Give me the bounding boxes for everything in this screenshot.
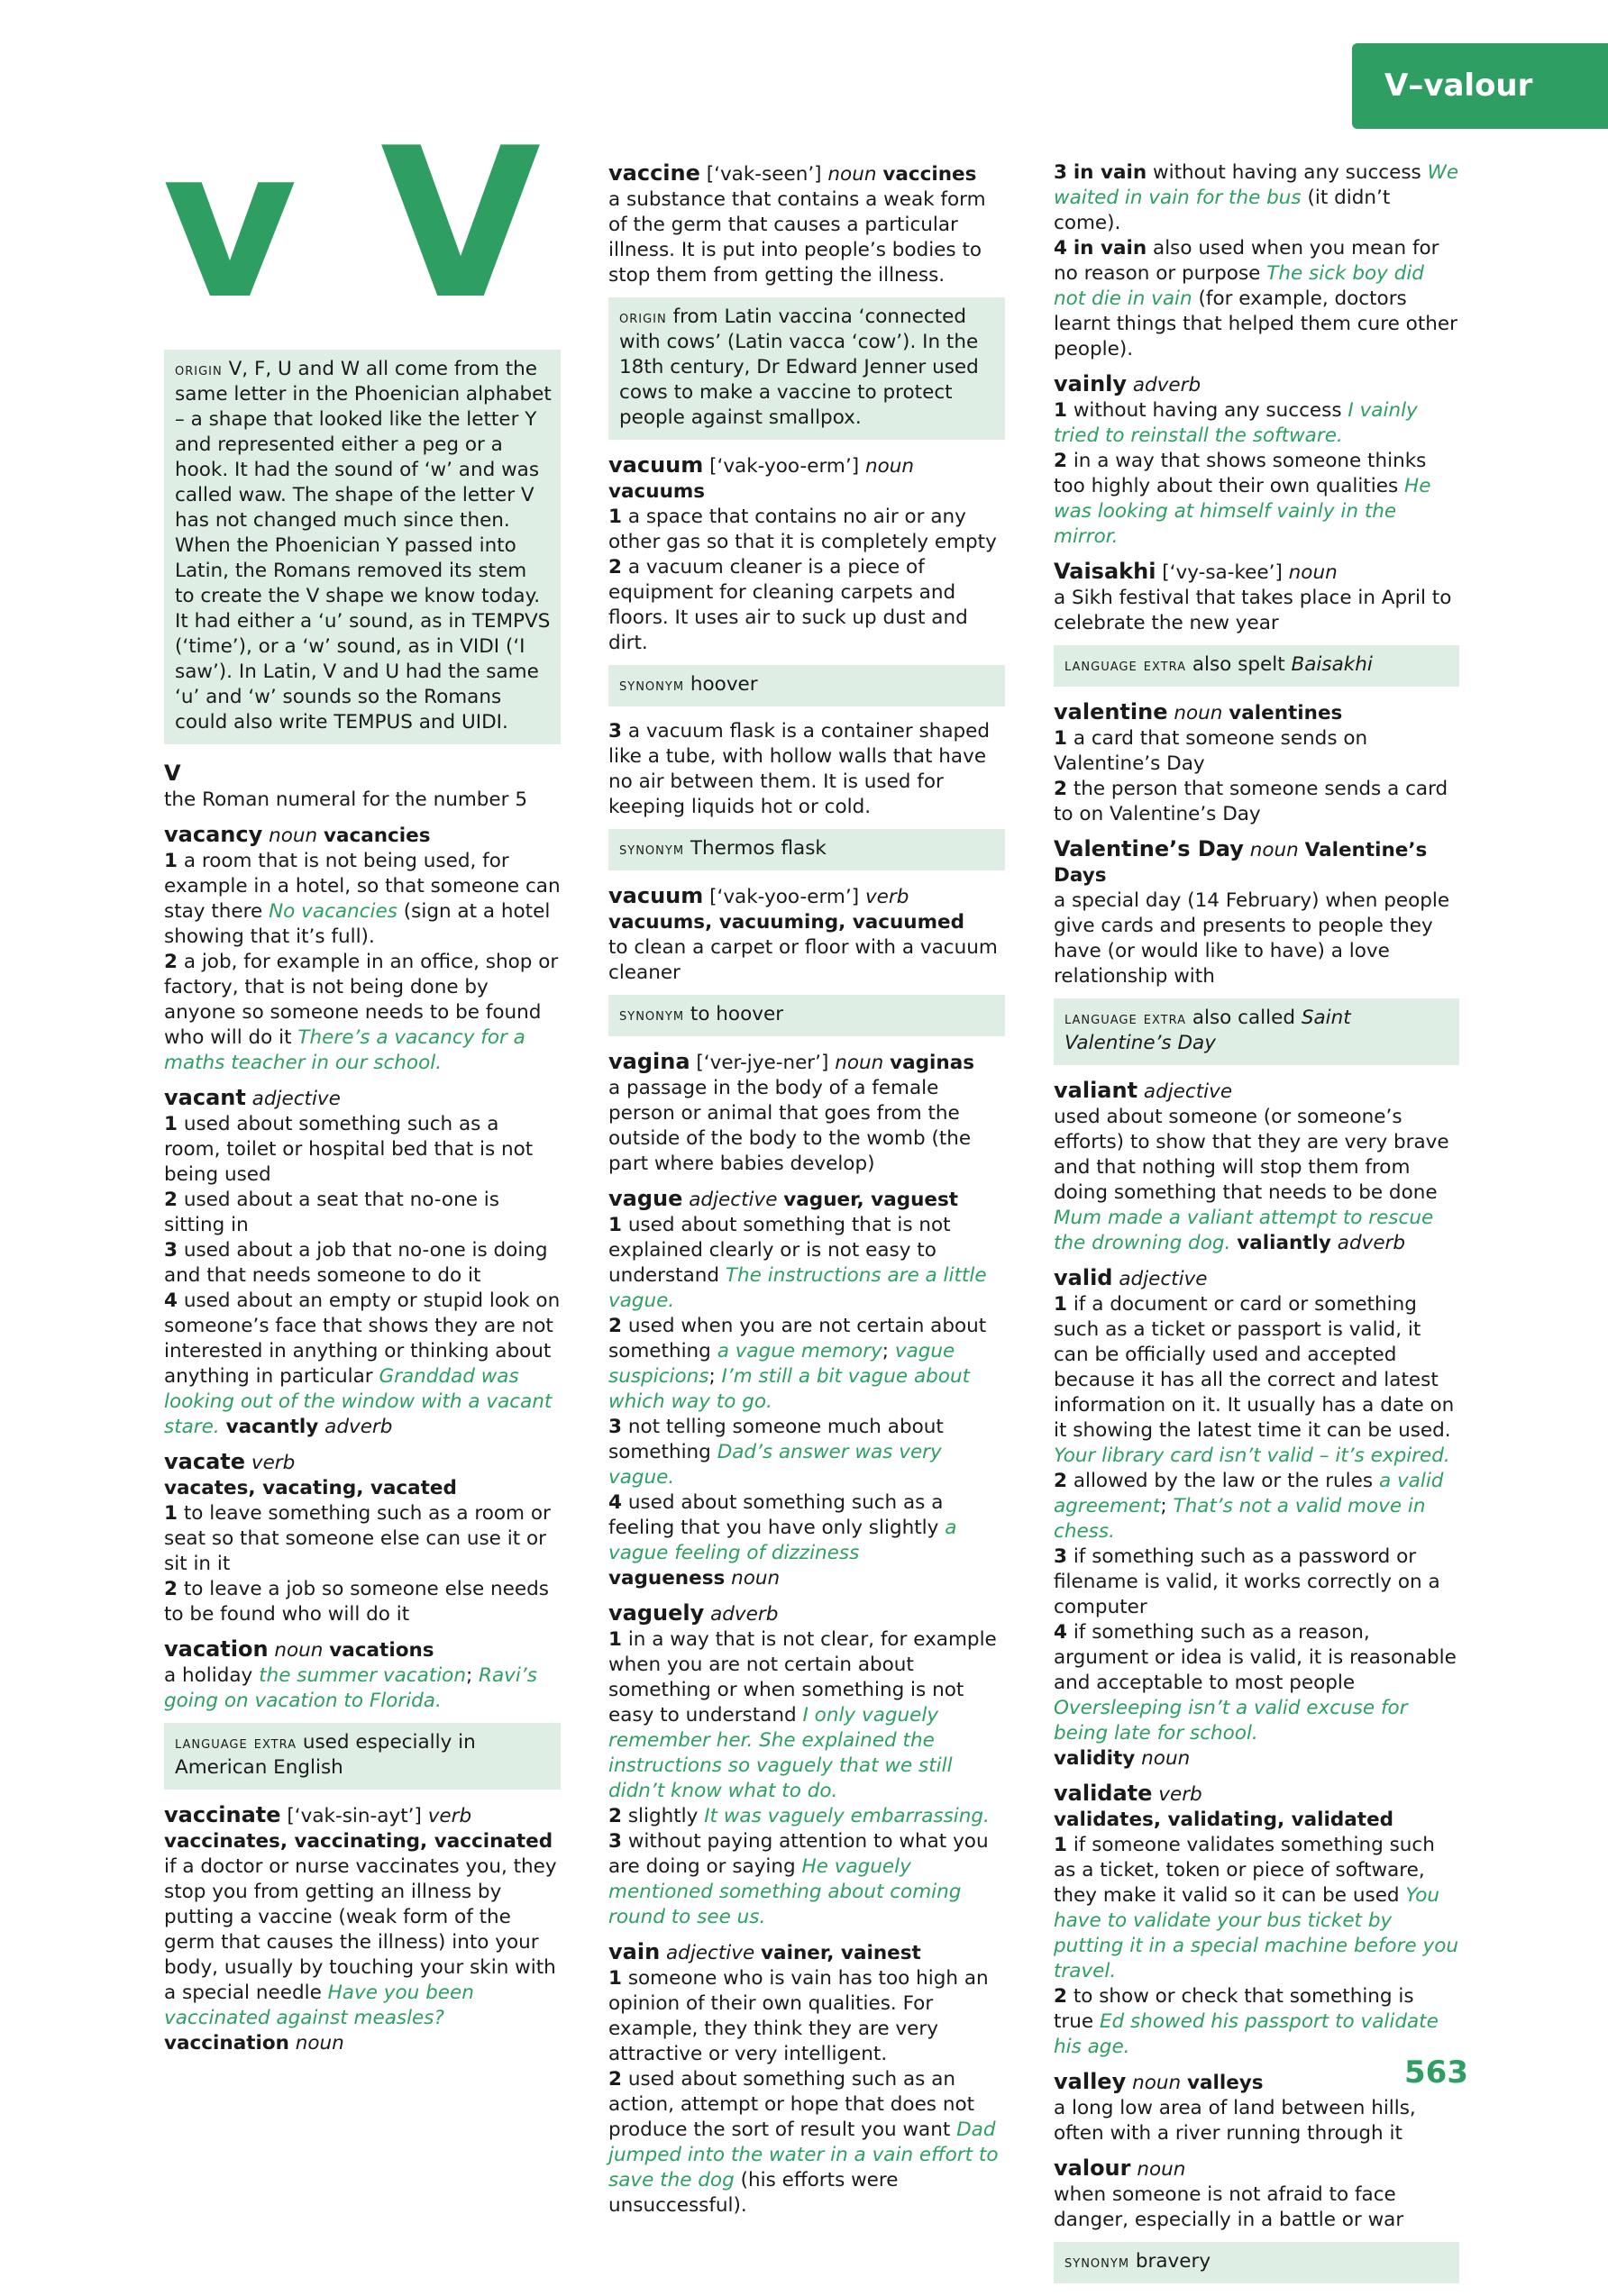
headword: vacant [164,1085,246,1110]
example: He vaguely mentioned something about coming round to see us. [608,1855,962,1928]
inflection: vacations [329,1639,434,1662]
part-of-speech: noun [1288,561,1338,584]
example: a vague memory [717,1340,882,1362]
synonym-box [608,829,1005,870]
part-of-speech: noun [1174,702,1223,724]
entry-vainly: vainly adverb 1 without having any success I vainly tried to reinstall the software. 2 in a way that shows someone thinks too highly about their own qualities He was looking at himself vainly in the mirror. [1054,371,1431,548]
entry-vacate: vacate verb vacates, vacating, vacated 1 to leave something such as a room or seat so that someone else can use it or sit in it 2 to leave a job so someone else needs to be found who will do it [164,1449,561,1627]
definition: used about someone (or someone’s efforts) to show that they are very brave and that nothing will stop them from doing something that needs to be done [1054,1106,1449,1204]
sense-tail: (sign at a hotel showing that it’s full). [164,900,551,948]
definition: a long low area of land between hills, often with a river running through it [1054,2097,1416,2145]
headword: vague [608,1186,683,1211]
entry-vacancy: vacancy noun vacancies 1 a room that is not being used, for example in a hotel, so that someone can stay there No vacancies (sign at a hotel showing that it’s full). 2 a job, for example in an office, shop or factory, that is not being done by anyone so someone needs to be found who will do it There’s a vacancy for a maths teacher in our school. [164,822,561,1074]
part-of-speech: noun [274,1639,324,1662]
inflection: vacuums, vacuuming, vacuumed [608,911,964,934]
part-of-speech: adverb [710,1603,779,1626]
entry-vacuum-noun: vacuum [‘vak-yoo-erm’] noun vacuums 1 a space that contains no air or any other gas so that it is completely empty 2 a vacuum cleaner is a piece of equipment for cleaning carpets and floors. It uses air to suck up dust and dirt. [608,452,997,654]
example: Ravi’s going on vacation to Florida. [164,1664,537,1712]
entry-vacation: vacation noun vacations a holiday the summer vacation; Ravi’s going on vacation to Florida. [164,1636,537,1712]
page-number: 563 [1404,2055,1468,2091]
pronunciation: [‘vy-sa-kee’] [1162,561,1283,584]
synonym-label: synonym [1064,2252,1130,2272]
derived-word: validity [1054,1747,1136,1770]
headword: vainly [1054,371,1128,396]
inflection: vaccines [882,163,977,186]
sense: not telling someone much about something [608,1416,944,1463]
example: Dad’s answer was very vague. [608,1441,942,1489]
entry-vacuum-verb [608,883,1005,986]
sense: in a way that shows someone thinks too highly about their own qualities [1054,450,1427,497]
example: I only vaguely remember her. She explained the instructions so vaguely that we still didn’t know what to do. [608,1704,953,1802]
origin-box [608,297,1005,440]
language-extra-italic: Saint Valentine’s Day [1064,1007,1351,1054]
headword: valour [1054,2155,1131,2181]
example: a valid agreement [1054,1470,1444,1517]
synonym-text: hoover [690,673,758,696]
headword: Vaisakhi [1054,559,1156,584]
headword: validate [1054,1781,1153,1806]
language-extra-box [164,1723,561,1790]
entry-valley [1054,2069,1459,2146]
part-of-speech: noun [827,163,877,186]
part-of-speech: adjective [1119,1268,1208,1290]
sense: used about something such as a feeling that you have only slightly [608,1491,944,1539]
entry-vain: vain adjective vainer, vainest 1 someone who is vain has too high an opinion of their own qualities. For example, they think they are very attractive or very intelligent. 2 used about something such as an action, attempt or hope that does not produce the sort of result you want Dad jumped into the water in a vain effort to save the dog (his efforts were unsuccessful). [608,1939,999,2217]
sense: if a document or card or something such as a ticket or passport is valid, it can be officially used and accepted because it has all the correct and latest information on it. It usually has a date on it showing the latest time it can be used. [1054,1293,1455,1442]
headword: valid [1054,1265,1113,1290]
headword: vacuum [608,883,704,908]
inflection: vacates, vacating, vacated [164,1477,457,1499]
sense: a card that someone sends on Valentine’s Day [1054,727,1368,775]
language-extra-box [1054,998,1459,1065]
definition: when someone is not afraid to face danger, especially in a battle or war [1054,2183,1404,2231]
sense: if something such as a reason, argument or idea is valid, it is reasonable and acceptable to most people [1054,1621,1457,1694]
sense-tail: (it didn’t come). [1054,187,1391,234]
sense: a vacuum flask is a container shaped like a tube, with hollow walls that have no air between them. It is used for keeping liquids hot or cold. [608,720,991,818]
example: The instructions are a little vague. [608,1264,987,1312]
entry-valiant [1054,1078,1459,1256]
definition: if a doctor or nurse vaccinates you, they stop you from getting an illness by putting a vaccine (weak form of the germ that causes the illness) into your body, usually by touching your skin with a special needle [164,1855,557,2004]
part-of-speech: adverb [1132,374,1201,396]
sense: a space that contains no air or any other gas so that it is completely empty [608,506,997,553]
headword: valley [1054,2069,1127,2094]
pronunciation: [‘vak-yoo-erm’] [709,455,860,478]
origin-label: origin [619,307,667,327]
derived-word: vacantly [225,1416,319,1438]
entry-valour [1054,2155,1459,2233]
sense: a room that is not being used, for example in a hotel, so that someone can stay there [164,850,561,923]
example: We waited in vain for the bus [1054,161,1459,209]
origin-text: from Latin vaccina ‘connected with cows’ (Latin vacca ‘cow’). In the 18th century, Dr Edward Jenner used cows to make a vaccine to protect people against smallpox. [619,305,979,429]
language-extra-box [1054,645,1459,687]
pronunciation: [‘vak-seen’] [706,163,822,186]
language-extra-text: also called [1192,1007,1295,1029]
phrase: in vain [1073,161,1147,184]
part-of-speech: noun [295,2032,344,2055]
example: Dad jumped into the water in a vain effort to save the dog [608,2118,999,2191]
pronunciation: [‘vak-yoo-erm’] [709,886,860,908]
synonym-text: Thermos flask [690,837,827,860]
entry-valentines-day [1054,836,1459,989]
origin-text: V, F, U and W all come from the same letter in the Phoenician alphabet – a shape that looked like the letter Y and represented either a peg or a hook. It had the sound of ‘w’ and was called waw. The shape of the letter V has not changed much since then. When the Phoenician Y passed into Latin, the Romans removed its stem to create the V shape we know today. It had either a ‘u’ sound, as in TEMPVS (‘time’), or a ‘w’ sound, as in VIDI (‘I saw’). In Latin, V and U had the same ‘u’ and ‘w’ sounds so the Romans could also write TEMPUS and UIDI. [175,358,552,733]
origin-label: origin [175,360,223,379]
derived-word: vagueness [608,1567,726,1590]
part-of-speech: adjective [666,1942,755,1964]
language-extra-label: language extra [1064,1008,1186,1028]
headword: vaccine [608,160,700,186]
example: No vacancies [269,900,397,923]
entry-vacuum-sense3: 3 a vacuum flask is a container shaped like a tube, with hollow walls that have no air between them. It is used for keeping liquids hot or cold. [608,720,991,818]
inflection: vaginas [890,1052,975,1074]
column-3 [1054,160,1459,2296]
synonym-label: synonym [619,1005,685,1025]
part-of-speech: noun [864,455,914,478]
sense: to show or check that something is true [1054,1985,1414,2033]
synonym-box [608,665,1005,706]
entry-valid: valid adjective 1 if a document or card or something such as a ticket or passport is valid, it can be officially used and accepted because it has all the correct and latest information on it. It usually has a date on it showing the latest time it can be used. Your library card isn’t valid – it’s expired. 2 allowed by the law or the rules a valid agreement; That’s not a valid move in chess. 3 if something such as a password or filename is valid, it works correctly on a computer 4 if something such as a reason, argument or idea is valid, it is reasonable and acceptable to most people Oversleeping isn’t a valid excuse for being late for school. validity noun [1054,1265,1457,1770]
entry-vaccine [608,160,1005,288]
pronunciation: [‘vak-sin-ayt’] [287,1805,422,1827]
definition: a passage in the body of a female person or animal that goes from the outside of the body to the womb (the part where babies develop) [608,1077,972,1175]
definition: the Roman numeral for the number 5 [164,788,528,811]
sense: a vacuum cleaner is a piece of equipment for cleaning carpets and floors. It uses air to suck up dust and dirt. [608,556,968,654]
definition: a special day (14 February) when people give cards and presents to people they have (or would like to have) a love relationship with [1054,889,1450,988]
synonym-text: to hoover [690,1003,784,1025]
sense: allowed by the law or the rules [1073,1470,1374,1492]
column-1 [164,350,561,2065]
example: You have to validate your bus ticket by putting it in a special machine before you travel. [1054,1884,1458,1982]
headword: Valentine’s Day [1054,836,1244,861]
part-of-speech: noun [1249,839,1299,861]
sense: if someone validates something such as a ticket, token or piece of software, they make it valid so it can be used [1054,1834,1435,1907]
example: Oversleeping isn’t a valid excuse for being late for school. [1054,1697,1408,1745]
example: That’s not a valid move in chess. [1054,1495,1426,1543]
part-of-speech: noun [1137,2158,1186,2181]
part-of-speech: noun [1141,1747,1191,1770]
headword: valentine [1054,699,1168,724]
language-extra-text: used especially in American English [175,1731,476,1779]
sense: without having any success [1073,399,1342,422]
inflection: Valentine’s Days [1054,839,1428,887]
sense: used about something such as a room, toilet or hospital bed that is not being used [164,1113,534,1186]
sense-tail: (for example, doctors learnt things that helped them cure other people). [1054,287,1457,360]
synonym-box [1054,2242,1459,2283]
sense: to leave a job so someone else needs to be found who will do it [164,1578,549,1626]
inflection: valleys [1186,2072,1264,2094]
entry-valentine: valentine noun valentines 1 a card that someone sends on Valentine’s Day 2 the person that someone sends a card to on Valentine’s Day [1054,699,1448,825]
sense: used about something such as an action, attempt or hope that does not produce the sort of result you want [608,2068,975,2141]
entry-vague: vague adjective vaguer, vaguest 1 used about something that is not explained clearly or is not easy to understand The instructions are a little vague. 2 used when you are not certain about something a vague memory; vague suspicions; I’m still a bit vague about which way to go. 3 not telling someone much about something Dad’s answer was very vague. 4 used about something such as a feeling that you have only slightly a vague feeling of dizziness vagueness noun [608,1186,987,1590]
inflection: vacuums [608,480,706,503]
derived-word: valiantly [1237,1232,1331,1254]
sense: if something such as a password or filename is valid, it works correctly on a computer [1054,1545,1440,1618]
inflection: validates, validating, validated [1054,1809,1394,1831]
big-letter-heading: v V [162,105,547,345]
example: Granddad was looking out of the window with a vacant stare. [164,1365,553,1438]
inflection: valentines [1229,702,1343,724]
sense: used when you are not certain about something [608,1315,987,1362]
headword: valiant [1054,1078,1138,1103]
part-of-speech: adjective [689,1189,778,1211]
example: vague suspicions [608,1340,955,1388]
synonym-text: bravery [1135,2250,1211,2273]
headword: vacate [164,1449,246,1474]
part-of-speech: adjective [1143,1080,1233,1103]
part-of-speech: verb [251,1452,296,1474]
example: Your library card isn’t valid – it’s expired. [1054,1444,1450,1467]
entry-vaccinate [164,1802,561,2056]
part-of-speech: adverb [324,1416,393,1438]
example: I vainly tried to reinstall the software. [1054,399,1418,447]
sense: used about something that is not explained clearly or is not easy to understand [608,1214,951,1287]
entry-vain-continued: 3 in vain without having any success We waited in vain for the bus (it didn’t come). 4 in vain also used when you mean for no reason or purpose The sick boy did not die in vain (for example, doctors learnt things that helped them cure other people). [1054,161,1459,360]
example: Ed showed his passport to validate his age. [1054,2010,1439,2058]
headword: vaguely [608,1600,705,1626]
sense: used about a seat that no-one is sitting in [164,1189,499,1236]
synonym-box [608,995,1005,1036]
column-2 [608,160,1005,2228]
example: the summer vacation [259,1664,466,1687]
part-of-speech: verb [427,1805,472,1827]
sense: someone who is vain has too high an opinion of their own qualities. For example, they think they are very attractive or very intelligent. [608,1967,989,2065]
sense: in a way that is not clear, for example when you are not certain about something or when something is not easy to understand [608,1628,997,1727]
example: Have you been vaccinated against measles? [164,1982,474,2029]
inflection: vacancies [323,825,431,847]
sense: the person that someone sends a card to on Valentine’s Day [1054,778,1448,825]
part-of-speech: noun [1132,2072,1182,2094]
example: There’s a vacancy for a maths teacher in our school. [164,1026,525,1074]
entry-vaguely: vaguely adverb 1 in a way that is not clear, for example when you are not certain about something or when something is not easy to understand I only vaguely remember her. She explained the instructions so vaguely that we still didn’t know what to do. 2 slightly It was vaguely embarrassing. 3 without paying attention to what you are doing or saying He vaguely mentioned something about coming round to see us. [608,1600,997,1928]
headword: vain [608,1939,661,1964]
sense: used about a job that no-one is doing and that needs someone to do it [164,1239,548,1287]
inflection: vaccinates, vaccinating, vaccinated [164,1830,553,1853]
inflection: vaguer, vaguest [783,1189,959,1211]
sense: also used when you mean for no reason or purpose [1054,237,1439,285]
part-of-speech: verb [864,886,909,908]
letter-origin-box [164,350,561,744]
sense: without having any success [1153,161,1421,184]
definition: a Sikh festival that takes place in April to celebrate the new year [1054,587,1452,634]
sense: without paying attention to what you are doing or saying [608,1830,989,1878]
headword: vaccinate [164,1802,281,1827]
definition: a holiday [164,1664,253,1687]
example: It was vaguely embarrassing. [704,1805,990,1827]
section-tab: V–valour [1352,43,1608,129]
sense: slightly [627,1805,699,1827]
derived-word: vaccination [164,2032,289,2055]
language-extra-label: language extra [1064,655,1186,675]
part-of-speech: noun [835,1052,884,1074]
part-of-speech: adverb [1337,1232,1406,1254]
example: a vague feeling of dizziness [608,1517,957,1564]
entry-vacant: vacant adjective 1 used about something such as a room, toilet or hospital bed that is not being used 2 used about a seat that no-one is sitting in 3 used about a job that no-one is doing and that needs someone to do it 4 used about an empty or stupid look on someone’s face that shows they are not interested in anything or thinking about anything in particular Granddad was looking out of the window with a vacant stare. vacantly adverb [164,1085,561,1438]
definition: to clean a carpet or floor with a vacuum cleaner [608,936,998,984]
sense: to leave something such as a room or seat so that someone else can use it or sit in it [164,1502,551,1575]
definition: a substance that contains a weak form of the germ that causes a particular illness. It is put into people’s bodies to stop them from getting the illness. [608,188,986,287]
phrase: in vain [1073,237,1147,260]
example: I’m still a bit vague about which way to go. [608,1365,971,1413]
part-of-speech: noun [269,825,318,847]
headword: vagina [608,1049,690,1074]
part-of-speech: adjective [251,1088,341,1110]
headword: V [164,761,181,786]
part-of-speech: verb [1158,1783,1202,1806]
synonym-label: synonym [619,839,685,859]
example: The sick boy did not die in vain [1054,262,1424,310]
headword: vacancy [164,822,263,847]
part-of-speech: noun [731,1567,781,1590]
inflection: vainer, vainest [761,1942,921,1964]
synonym-label: synonym [619,675,685,695]
entry-v [164,761,561,813]
example: He was looking at himself vainly in the mirror. [1054,475,1431,548]
language-extra-italic: Baisakhi [1291,653,1373,676]
pronunciation: [‘ver-jye-ner’] [696,1052,829,1074]
language-extra-label: language extra [175,1733,297,1753]
headword: vacation [164,1636,269,1662]
sense: a job, for example in an office, shop or factory, that is not being done by anyone so someone needs to be found who will do it [164,951,559,1049]
entry-vagina [608,1049,1005,1177]
entry-validate: validate verb validates, validating, validated 1 if someone validates something such as a ticket, token or piece of software, they make it valid so it can be used You have to validate your bus ticket by putting it in a special machine before you travel. 2 to show or check that something is true Ed showed his passport to validate his age. [1054,1781,1458,2058]
sense-tail: (his efforts were unsuccessful). [608,2169,899,2217]
entry-vaisakhi [1054,559,1459,636]
headword: vacuum [608,452,704,478]
language-extra-text: also spelt [1192,653,1285,676]
sense: used about an empty or stupid look on someone’s face that shows they are not interested in anything or thinking about anything in particular [164,1289,561,1388]
example: Mum made a valiant attempt to rescue the drowning dog. [1054,1207,1434,1254]
